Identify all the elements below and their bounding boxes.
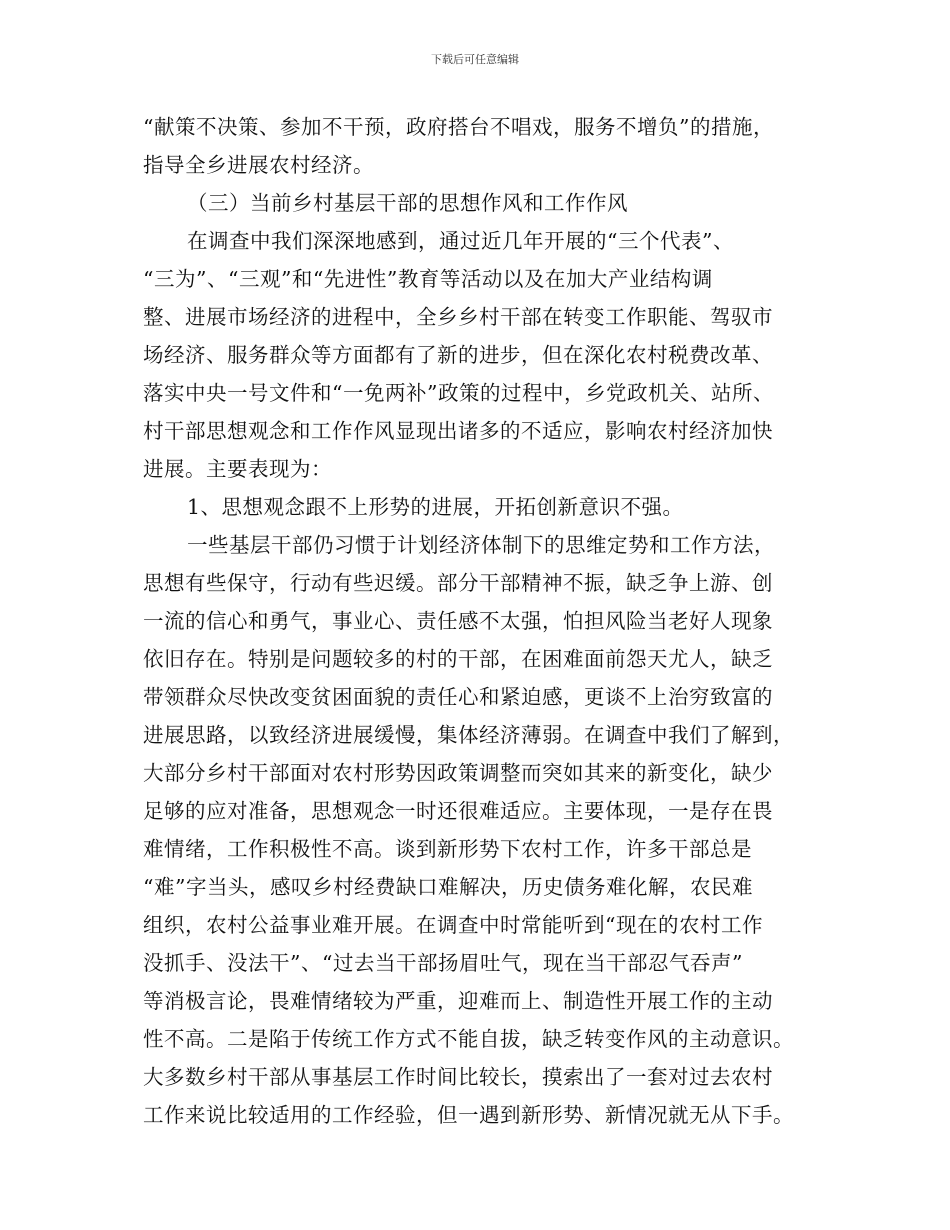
paragraph-line: 足够的应对准备，思想观念一时还很难适应。主要体现，一是存在畏 [143, 799, 773, 823]
paragraph-line: “献策不决策、参加不干预，政府搭台不唱戏，服务不增负”的措施， [143, 115, 774, 139]
paragraph-line: 整、进展市场经济的进程中，全乡乡村干部在转变工作职能、驾驭市 [143, 305, 773, 329]
paragraph-line: 难情绪，工作积极性不高。谈到新形势下农村工作，许多干部总是 [143, 837, 752, 861]
paragraph-line: 落实中央一号文件和“一免两补”政策的过程中，乡党政机关、站所、 [143, 381, 774, 405]
paragraph-line: 村干部思想观念和工作作风显现出诸多的不适应，影响农村经济加快 [143, 419, 773, 443]
section-heading: （三）当前乡村基层干部的思想作风和工作作风 [187, 191, 628, 215]
paragraph-line: 场经济、服务群众等方面都有了新的进步，但在深化农村税费改革、 [143, 343, 773, 367]
paragraph-line: 大部分乡村干部面对农村形势因政策调整而突如其来的新变化，缺少 [143, 761, 773, 785]
paragraph-line: 思想有些保守，行动有些迟缓。部分干部精神不振，缺乏争上游、创 [143, 571, 773, 595]
document-body [143, 108, 823, 1134]
paragraph-line: “难”字当头，感叹乡村经费缺口难解决，历史债务难化解，农民难 [143, 875, 753, 899]
paragraph-line: 在调查中我们深深地感到，通过近几年开展的“三个代表”、 [187, 229, 734, 253]
page-header: 下载后可任意编辑 [431, 53, 519, 66]
paragraph-line: 等消极言论，畏难情绪较为严重，迎难而上、制造性开展工作的主动 [143, 989, 773, 1013]
paragraph-line: 工作来说比较适用的工作经验，但一遇到新形势、新情况就无从下手。 [143, 1103, 794, 1127]
subsection-heading: 1、思想观念跟不上形势的进展，开拓创新意识不强。 [187, 495, 684, 519]
paragraph-line: 一流的信心和勇气，事业心、责任感不太强，怕担风险当老好人现象 [143, 609, 773, 633]
paragraph-line: 进展。主要表现为： [143, 457, 332, 481]
paragraph-line: 没抓手、没法干”、“过去当干部扬眉吐气，现在当干部忍气吞声” [143, 951, 743, 975]
paragraph-line: 依旧存在。特别是问题较多的村的干部，在困难面前怨天尤人，缺乏 [143, 647, 773, 671]
paragraph-line: 进展思路，以致经济进展缓慢，集体经济薄弱。在调查中我们了解到， [143, 723, 794, 747]
paragraph-line: 大多数乡村干部从事基层工作时间比较长，摸索出了一套对过去农村 [143, 1065, 773, 1089]
paragraph-line: 性不高。二是陷于传统工作方式不能自拔，缺乏转变作风的主动意识。 [143, 1027, 794, 1051]
paragraph-line: 指导全乡进展农村经济。 [143, 153, 374, 177]
paragraph-line: 一些基层干部仍习惯于计划经济体制下的思维定势和工作方法， [187, 533, 775, 557]
paragraph-line: “三为”、“三观”和“先进性”教育等活动以及在加大产业结构调 [143, 267, 713, 291]
paragraph-line: 带领群众尽快改变贫困面貌的责任心和紧迫感，更谈不上治穷致富的 [143, 685, 773, 709]
paragraph-line: 组织，农村公益事业难开展。在调查中时常能听到“现在的农村工作 [143, 913, 763, 937]
